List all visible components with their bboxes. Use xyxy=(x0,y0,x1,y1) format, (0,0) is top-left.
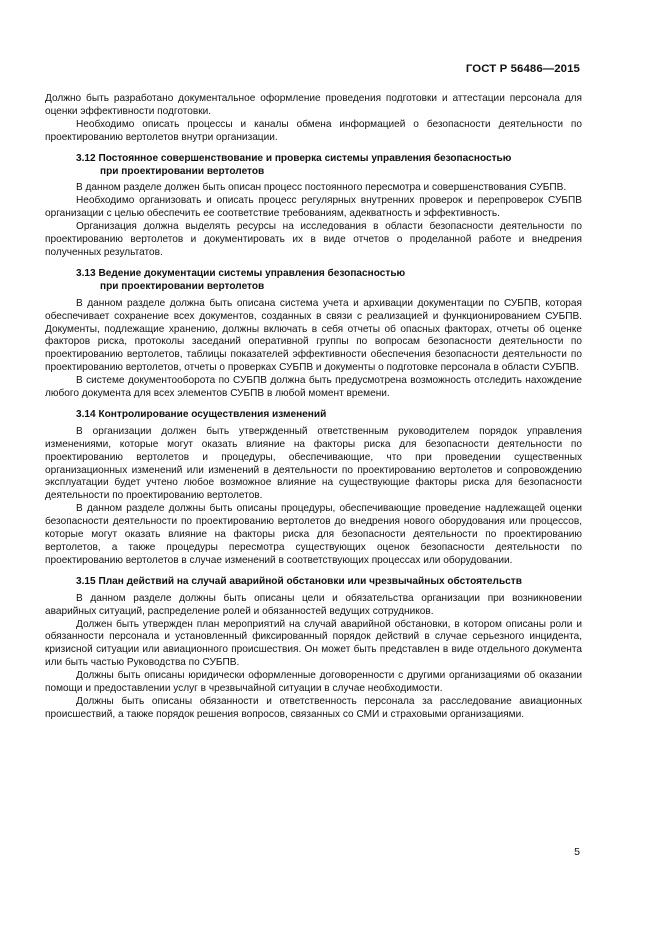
section-3-12-heading xyxy=(76,153,582,179)
section-3-12-title-line2: при проектировании вертолетов xyxy=(100,165,265,177)
intro-paragraph: Необходимо описать процессы и каналы обмена информацией о безопасности деятельности по проектированию вертолетов внутри организации. xyxy=(45,118,582,143)
standard-id: ГОСТ Р 56486—2015 xyxy=(465,63,580,75)
section-3-15-paragraph: Должны быть описаны юридически оформленные договоренности с другими организациями об оказании помощи и предоставлении услуг в чрезвычайной ситуации в случае необходимости. xyxy=(45,670,582,695)
section-3-12-paragraph: Необходимо организовать и описать процесс регулярных внутренних проверок и перепроверок СУБПВ организации с целью обеспечить ее соответствие требованиям, адекватность и эффективность. xyxy=(45,195,582,220)
intro-paragraph: Должно быть разработано документальное оформление проведения подготовки и аттестации персонала для оценки эффективности подготовки. xyxy=(45,93,582,117)
section-3-13-paragraph: В данном разделе должна быть описана система учета и архивации документации по СУБПВ, которая обеспечивает сохранение всех документов, созданных в связи с реализацией и функционированием СУБПВ. Документы, подлежащие хранению, должны включать в себя отчеты об опасных факторах, отчеты об оценке факторов риска, протоколы заседаний оперативной группы по вопросам безопасности деятельности по проектированию вертолетов, таблицы показателей эффективности обеспечения безопасности деятельности по проектированию вертолетов, отчеты о проверках СУБПВ и документы о подготовке персонала в области СУБПВ. xyxy=(45,297,582,374)
section-3-13-paragraph: В системе документооборота по СУБПВ должна быть предусмотрена возможность отследить нахождение любого документа для всех элементов СУБПВ в любой момент времени. xyxy=(45,375,582,400)
section-3-15-heading xyxy=(76,576,582,589)
page-number: 5 xyxy=(574,846,580,858)
document-body xyxy=(45,93,582,722)
section-3-14-paragraph: В организации должен быть утвержденный ответственным руководителем порядок управления изменениями, которые могут оказать влияние на факторы риска для безопасности деятельности по проектированию вертолетов и процедуры, обеспечивающие, что при проведении существенных организационных изменений или изменений в деятельности по проектированию вертолетов и сопровождению эксплуатации будет учтено любое возможное влияние на существующие факторы риска для безопасности деятельности по проектированию вертолетов. xyxy=(45,425,582,502)
section-3-12-title-line1: 3.12 Постоянное совершенствование и проверка системы управления безопасностью xyxy=(76,152,512,164)
section-3-15-title: 3.15 План действий на случай аварийной обстановки или чрезвычайных обстоятельств xyxy=(76,575,522,587)
section-3-15-paragraph: Должны быть описаны обязанности и ответственность персонала за расследование авиационных происшествий, а также порядок решения вопросов, связанных со СМИ и страховыми организациями. xyxy=(45,695,582,720)
section-3-12-paragraph: Организация должна выделять ресурсы на исследования в области безопасности деятельности по проектированию вертолетов и документировать их в виде отчетов о проделанной работе и внедрения полученных результатов. xyxy=(45,221,582,258)
section-3-14-heading xyxy=(76,409,582,422)
section-3-13-title-line1: 3.13 Ведение документации системы управления безопасностью xyxy=(76,267,406,279)
section-3-14-paragraph: В данном разделе должны быть описаны процедуры, обеспечивающие проведение надлежащей оценки безопасности деятельности по проектированию вертолетов до внедрения нового оборудования или процессов, которые могут оказать влияние на факторы риска для безопасности деятельности по проектированию вертолетов, а также процедуры пересмотра существующих оценок безопасности деятельности по проектированию вертолетов в случае изменений в соответствующих процессах или оборудовании. xyxy=(45,503,582,566)
section-3-15-paragraph: Должен быть утвержден план мероприятий на случай аварийной обстановки, в котором описаны роли и обязанности персонала и установленный фиксированный порядок действий в случае серьезного инцидента, кризисной ситуации или авиационного происшествия. Он может быть представлен в виде отдельного документа или быть частью Руководства по СУБПВ. xyxy=(45,618,582,669)
section-3-14-title: 3.14 Контролирование осуществления изменений xyxy=(76,408,327,420)
section-3-13-title-line2: при проектировании вертолетов xyxy=(100,280,265,292)
section-3-12-paragraph: В данном разделе должен быть описан процесс постоянного пересмотра и совершенствования СУБПВ. xyxy=(76,182,567,194)
section-3-15-paragraph: В данном разделе должны быть описаны цели и обязательства организации при возникновении аварийных ситуаций, распределение ролей и обязанностей ведущих сотрудников. xyxy=(45,592,582,617)
section-3-13-heading xyxy=(76,268,582,294)
